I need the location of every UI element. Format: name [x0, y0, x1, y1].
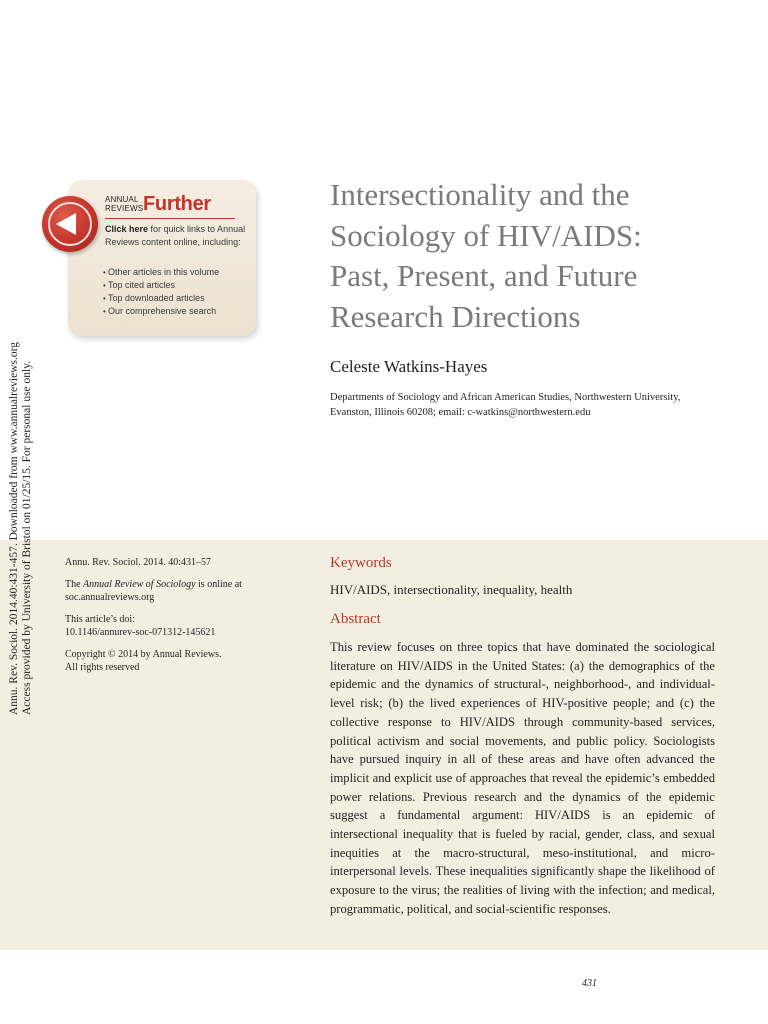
download-notice: Annu. Rev. Sociol. 2014.40:431-457. Downloaded from www.annualreviews.org Access provided by University of Bristol on 01/25/15. For personal use only.	[8, 342, 33, 715]
article-metadata	[65, 556, 295, 683]
further-link-top-downloaded[interactable]: • Top downloaded articles	[103, 292, 219, 305]
further-intro: Click here for quick links to Annual Reviews content online, including:	[105, 224, 246, 247]
keywords-heading: Keywords	[330, 555, 392, 571]
annual-reviews-logo: ANNUAL REVIEWS	[105, 195, 144, 213]
abstract-heading: Abstract	[330, 611, 381, 627]
keywords-text: HIV/AIDS, intersectionality, inequality, health	[330, 582, 573, 597]
copyright: Copyright © 2014 by Annual Reviews. All rights reserved	[65, 648, 222, 673]
page-number: 431	[582, 978, 597, 989]
further-divider	[105, 218, 235, 219]
journal-url[interactable]: soc.annualreviews.org	[65, 592, 155, 603]
click-here-link[interactable]: Click here	[105, 224, 149, 234]
further-heading: Further	[143, 193, 211, 215]
abstract-text: This review focuses on three topics that have dominated the sociological literature on HIV/AIDS in the United States: (a) the demographics of the epidemic and the dynamics of structural-, neighborhood-, and individual-level risk; (b) the lived experiences of HIV-positive people; and (c) the collective response to HIV/AIDS through community-based services, political activism and social movements, and public policy. Sociologists have pursued inquiry in all of these areas and have often advanced the implicit and explicit use of approaches that reveal the epidemic’s embedded power relations. Previous research and the dynamics of the epidemic suggest a fundamental argument: HIV/AIDS is an epidemic of intersectional inequality that is fueled by racial, gender, class, and sexual inequities at the macro-structural, meso-institutional, and micro-interpersonal levels. These inequalities significantly shape the likelihood of exposure to the virus; the realities of living with the infection; and medical, programmatic, political, and social-scientific responses.	[330, 640, 715, 916]
further-link-search[interactable]: • Our comprehensive search	[103, 305, 219, 318]
left-arrow-icon[interactable]	[42, 196, 98, 252]
online-note: The Annual Review of Sociology is online at soc.annualreviews.org	[65, 578, 242, 603]
further-links-list	[103, 266, 219, 318]
author-name: Celeste Watkins-Hayes	[330, 357, 488, 376]
further-link-other-articles[interactable]: • Other articles in this volume	[103, 266, 219, 279]
doi-block: This article’s doi: 10.1146/annurev-soc-071312-145621	[65, 613, 216, 638]
article-title: Intersectionality and the Sociology of HIV/AIDS: Past, Present, and Future Research Directions	[330, 177, 642, 334]
further-link-top-cited[interactable]: • Top cited articles	[103, 279, 219, 292]
doi-link[interactable]: 10.1146/annurev-soc-071312-145621	[65, 627, 216, 638]
citation: Annu. Rev. Sociol. 2014. 40:431–57	[65, 557, 212, 568]
author-affiliation: Departments of Sociology and African American Studies, Northwestern University, Evanston, Illinois 60208; email: c-watkins@northwestern.edu	[330, 392, 681, 418]
